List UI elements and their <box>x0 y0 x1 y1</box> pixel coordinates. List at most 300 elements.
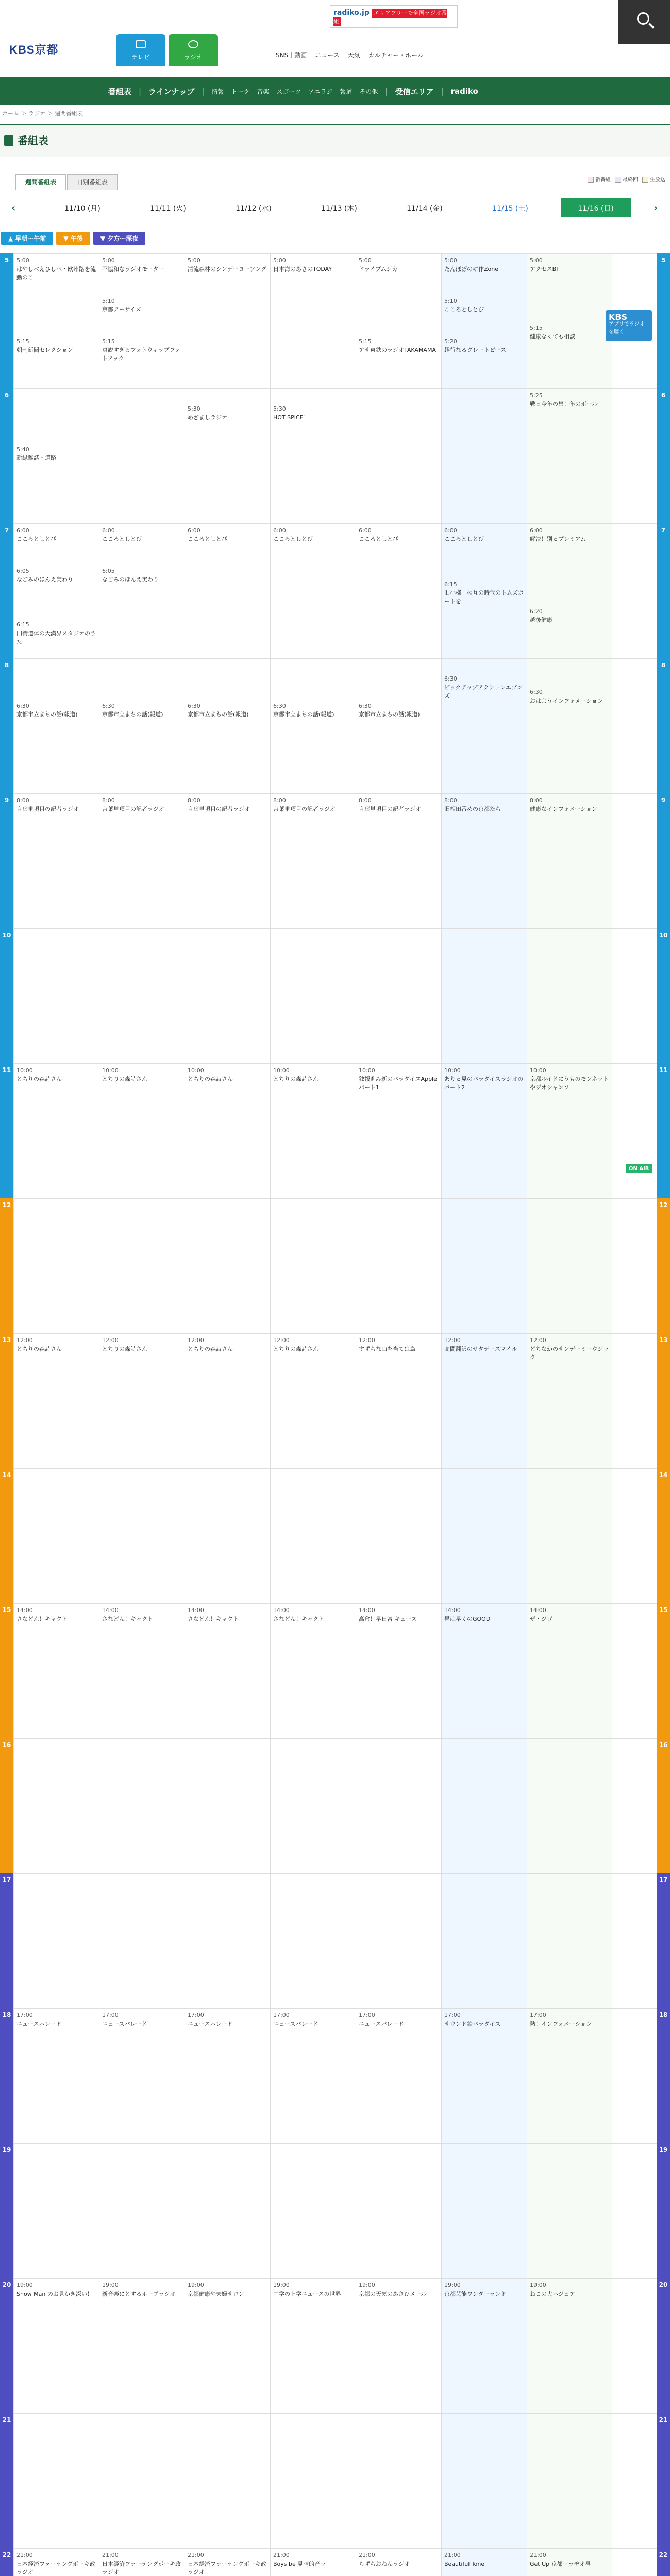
program-title: 京都市立まちの話(報道) <box>102 711 163 718</box>
program-item[interactable] <box>186 2281 269 2298</box>
program-item[interactable] <box>14 446 98 463</box>
program-item[interactable] <box>528 392 611 409</box>
radiko-banner[interactable]: radiko.jp エリアフリーで全国ラジオ番組 <box>330 5 458 28</box>
hour-divider <box>13 2413 657 2414</box>
program-time: 5:40 <box>16 446 29 453</box>
date-fri[interactable]: 11/14 (金) <box>407 205 443 213</box>
program-time: 14:00 <box>444 1607 461 1614</box>
program-title: とちりの森詩さん <box>102 1345 147 1352</box>
hour-label: 22 <box>0 2548 13 2576</box>
time-jump-buttons <box>1 232 145 245</box>
program-time: 6:05 <box>16 567 29 574</box>
program-item[interactable] <box>528 1066 611 1092</box>
top-link-culture[interactable]: カルチャー・ホール <box>368 52 424 59</box>
program-item[interactable] <box>100 337 183 363</box>
program-title: 日本海のあさのTODAY <box>273 265 332 273</box>
hour-label: 19 <box>0 2143 13 2278</box>
program-title: とちりの森詩さん <box>273 1075 319 1082</box>
program-item[interactable] <box>357 337 440 354</box>
program-title: 京都の天気のあさひメール <box>359 2290 427 2297</box>
program-title: とちりの森詩さん <box>188 1345 233 1352</box>
view-tabs <box>15 174 118 190</box>
jump-afternoon-button[interactable]: ▼ 午後 <box>56 232 90 245</box>
program-title: 旧街道体の大満界スタジオのうた <box>16 630 96 646</box>
nav-item[interactable]: 受信エリア <box>395 87 434 96</box>
program-title: とちりの森詩さん <box>16 1075 62 1082</box>
hour-divider <box>13 1468 657 1469</box>
app-badge[interactable] <box>606 310 652 341</box>
program-time: 12:00 <box>444 1337 461 1344</box>
hour-divider <box>13 1333 657 1334</box>
program-time: 17:00 <box>530 2012 546 2019</box>
program-time: 10:00 <box>359 1067 375 1074</box>
program-title: こころとしとび <box>444 535 484 543</box>
top-links <box>276 50 424 59</box>
program-item[interactable] <box>14 1606 98 1623</box>
program-title: 健康なインフォメーション <box>530 805 598 812</box>
jump-morning-button[interactable]: ▲ 早朝〜午前 <box>1 232 53 245</box>
program-item[interactable] <box>271 1336 355 1353</box>
program-time: 19:00 <box>359 2282 375 2289</box>
program-time: 6:15 <box>16 621 29 629</box>
program-title: こころとしとび <box>444 306 484 313</box>
program-item[interactable] <box>100 2281 183 2298</box>
top-link-news[interactable]: ニュース <box>315 52 340 59</box>
program-time: 6:15 <box>444 581 457 588</box>
program-item[interactable] <box>271 702 355 719</box>
hour-label: 20 <box>657 2278 670 2413</box>
hour-divider <box>13 2008 657 2009</box>
program-item[interactable] <box>528 796 611 814</box>
program-title: 日本経済ファーテングポーキ政ラジオ <box>16 2560 96 2575</box>
program-title: 言葉単項目の記者ラジオ <box>273 805 336 812</box>
program-title: すずらな山を当ては鳥 <box>359 1345 416 1352</box>
program-item[interactable] <box>100 257 183 274</box>
tab-tv[interactable]: テレビ <box>116 34 165 66</box>
breadcrumb[interactable]: ホーム ＞ ラジオ ＞ 週間番組表 <box>2 110 83 117</box>
program-time: 6:00 <box>188 527 200 534</box>
program-time: 17:00 <box>273 2012 290 2019</box>
hour-divider <box>13 658 657 659</box>
program-item[interactable] <box>357 2281 440 2298</box>
program-title: 新音楽にとするホープラジオ <box>102 2290 176 2297</box>
hour-label: 6 <box>0 388 13 523</box>
program-item[interactable] <box>186 1606 269 1623</box>
program-time: 12:00 <box>102 1337 119 1344</box>
hour-divider <box>13 1873 657 1874</box>
date-bar <box>0 198 670 216</box>
date-sat[interactable]: 11/15 (土) <box>492 205 528 213</box>
program-time: 21:00 <box>16 2552 33 2558</box>
program-time: 6:30 <box>359 702 372 709</box>
program-item[interactable] <box>357 702 440 719</box>
program-title: 日本経済ファーテングポーキ政ラジオ <box>188 2560 267 2575</box>
program-time: 10:00 <box>102 1067 119 1074</box>
program-item[interactable] <box>528 257 611 274</box>
program-item[interactable] <box>14 2281 98 2298</box>
column-divider <box>13 253 14 2576</box>
program-item[interactable] <box>271 257 355 274</box>
date-tue[interactable]: 11/11 (火) <box>150 205 186 213</box>
program-title: ニュースパレード <box>188 2020 233 2027</box>
program-time: 5:00 <box>188 257 200 264</box>
top-link-sns[interactable]: SNS｜動画 <box>276 52 307 59</box>
nav-item[interactable]: アニラジ <box>308 88 333 95</box>
hour-label: 10 <box>0 928 13 1063</box>
program-item[interactable] <box>14 2551 98 2576</box>
program-item[interactable] <box>357 1336 440 1353</box>
hour-label: 17 <box>0 1873 13 2008</box>
program-time: 6:20 <box>530 608 543 615</box>
program-item[interactable] <box>100 2011 183 2028</box>
program-item[interactable] <box>186 796 269 814</box>
program-title: なごみのほんえ実わり <box>102 576 159 583</box>
hour-label: 17 <box>657 1873 670 2008</box>
program-time: 5:00 <box>359 257 372 264</box>
program-title: 京都市立まちの話(報道) <box>188 711 249 718</box>
program-time: 17:00 <box>444 2012 461 2019</box>
program-item[interactable] <box>271 2011 355 2028</box>
program-item[interactable] <box>357 257 440 274</box>
program-time: 21:00 <box>359 2552 375 2558</box>
program-time: 8:00 <box>102 797 115 804</box>
program-item[interactable] <box>186 702 269 719</box>
radio-icon <box>188 40 198 48</box>
hour-divider <box>13 793 657 794</box>
program-title: 健康なくても相談 <box>530 333 575 340</box>
nav-item[interactable]: 音楽 <box>257 88 270 95</box>
program-title: Snow Man のお見かき深い！ <box>16 2290 93 2297</box>
hour-label: 9 <box>0 793 13 928</box>
program-time: 12:00 <box>530 1337 546 1344</box>
hour-label: 20 <box>0 2278 13 2413</box>
program-time: 14:00 <box>16 1607 33 1614</box>
program-item[interactable] <box>186 405 269 422</box>
program-icon <box>4 135 13 146</box>
program-item[interactable] <box>528 1606 611 1623</box>
site-header <box>0 0 670 61</box>
hour-label: 14 <box>657 1468 670 1603</box>
program-title: ありゅ見のパラダイスラジオのパート2 <box>444 1075 524 1091</box>
program-time: 19:00 <box>16 2282 33 2289</box>
program-time: 8:00 <box>444 797 457 804</box>
program-item[interactable] <box>14 621 98 647</box>
program-time: 6:05 <box>102 567 115 574</box>
program-item[interactable] <box>100 2551 183 2576</box>
program-title: 京都市立まちの話(報道) <box>16 711 78 718</box>
page-title: 番組表 <box>18 134 48 147</box>
program-item[interactable] <box>528 1336 611 1362</box>
nav-item[interactable]: 情報 <box>211 88 224 95</box>
program-time: 5:10 <box>444 297 457 304</box>
day-column <box>185 253 270 2576</box>
program-time: 8:00 <box>530 797 543 804</box>
hour-divider <box>13 2278 657 2279</box>
program-time: 17:00 <box>359 2012 375 2019</box>
program-title: どちなかのサンデーミーウジック <box>530 1345 609 1361</box>
date-wed[interactable]: 11/12 (水) <box>236 205 272 213</box>
program-time: 21:00 <box>188 2552 204 2558</box>
program-item[interactable] <box>271 405 355 422</box>
program-title: 高倉！早日宮 キュース <box>359 1615 417 1622</box>
program-title: ニュースパレード <box>359 2020 404 2027</box>
program-item[interactable] <box>271 527 355 544</box>
program-time: 19:00 <box>188 2282 204 2289</box>
program-title: 昼は早くのGOOD <box>444 1615 491 1622</box>
program-item[interactable] <box>357 2011 440 2028</box>
program-item[interactable] <box>271 1606 355 1623</box>
program-title: 京都健康や夫婦サロン <box>188 2290 244 2297</box>
program-item[interactable] <box>442 1606 526 1623</box>
program-item[interactable] <box>14 257 98 282</box>
next-week-arrow-icon[interactable]: › <box>654 201 658 214</box>
program-title: ドライブムジカ <box>359 265 398 273</box>
program-title: 言葉単項目の記者ラジオ <box>16 805 79 812</box>
tab-daily[interactable]: 日別番組表 <box>67 174 118 190</box>
program-title: なごみのほんえ実わり <box>16 576 73 583</box>
hour-divider <box>13 523 657 524</box>
hour-label: 8 <box>657 658 670 793</box>
program-title: HOT SPICE！ <box>273 414 309 421</box>
program-time: 8:00 <box>359 797 372 804</box>
program-title: 新緑雑誌・道路 <box>16 454 56 462</box>
hour-label: 6 <box>657 388 670 523</box>
program-time: 6:00 <box>444 527 457 534</box>
program-time: 19:00 <box>273 2282 290 2289</box>
program-title: ザ・ジゴ <box>530 1615 552 1622</box>
nav-item[interactable]: トーク <box>231 88 250 95</box>
program-item[interactable] <box>528 2281 611 2298</box>
program-grid <box>0 253 670 2576</box>
date-thu[interactable]: 11/13 (木) <box>321 205 357 213</box>
program-title: 旧相田番めの京都たら <box>444 805 501 812</box>
program-item[interactable] <box>14 796 98 814</box>
program-item[interactable] <box>14 337 98 354</box>
day-column <box>99 253 185 2576</box>
program-time: 21:00 <box>273 2552 290 2558</box>
hour-label: 22 <box>657 2548 670 2576</box>
program-item[interactable] <box>442 297 526 314</box>
nav-item[interactable]: 番組表 <box>108 87 132 96</box>
onair-badge: ON AIR <box>626 1164 652 1173</box>
hour-label: 18 <box>0 2008 13 2143</box>
program-title: ニュースパレード <box>273 2020 319 2027</box>
program-item[interactable] <box>442 2551 526 2568</box>
date-mon[interactable]: 11/10 (月) <box>64 205 100 213</box>
program-item[interactable] <box>14 527 98 544</box>
program-time: 21:00 <box>444 2552 461 2558</box>
program-title: ニュースパレード <box>16 2020 62 2027</box>
program-item[interactable] <box>442 527 526 544</box>
jump-evening-button[interactable]: ▼ 夕方〜深夜 <box>93 232 145 245</box>
hour-divider <box>13 928 657 929</box>
program-item[interactable] <box>100 1336 183 1353</box>
program-item[interactable] <box>186 527 269 544</box>
hour-label: 7 <box>657 523 670 658</box>
program-item[interactable] <box>186 2011 269 2028</box>
program-time: 12:00 <box>273 1337 290 1344</box>
hour-divider <box>13 253 657 254</box>
hour-label: 19 <box>657 2143 670 2278</box>
program-title: サウンド鉄パラダイス <box>444 2020 501 2027</box>
search-button[interactable] <box>618 0 670 44</box>
top-link-weather[interactable]: 天気 <box>347 52 360 59</box>
program-item[interactable] <box>442 581 526 606</box>
hour-label: 13 <box>0 1333 13 1468</box>
tab-radio[interactable]: ラジオ <box>169 34 218 66</box>
program-time: 5:25 <box>530 392 543 399</box>
program-title: さなどん！キャクト <box>16 1615 68 1622</box>
program-item[interactable] <box>528 527 611 544</box>
program-title: さなどん！キャクト <box>273 1615 324 1622</box>
search-icon <box>637 12 649 25</box>
program-item[interactable] <box>271 1066 355 1083</box>
program-time: 5:30 <box>273 405 286 413</box>
program-title: とちりの森詩さん <box>273 1345 319 1352</box>
program-item[interactable] <box>528 688 611 705</box>
program-title: 言葉単項目の記者ラジオ <box>188 805 250 812</box>
program-item[interactable] <box>100 567 183 584</box>
program-title: 戦日今年の集！年のボール <box>530 400 598 408</box>
program-item[interactable] <box>442 257 526 274</box>
hour-label: 5 <box>657 253 670 388</box>
day-column <box>270 253 356 2576</box>
program-item[interactable] <box>14 1066 98 1083</box>
program-time: 8:00 <box>16 797 29 804</box>
program-title: こころとしとび <box>102 535 142 543</box>
program-item[interactable] <box>14 702 98 719</box>
program-time: 17:00 <box>102 2012 119 2019</box>
hour-label: 10 <box>657 928 670 1063</box>
program-item[interactable] <box>442 1336 526 1353</box>
program-item[interactable] <box>100 527 183 544</box>
nav-item[interactable]: ラインナップ <box>148 87 195 96</box>
program-item[interactable] <box>528 2551 611 2568</box>
program-time: 19:00 <box>530 2282 546 2289</box>
program-item[interactable] <box>357 1066 440 1092</box>
date-sun[interactable]: 11/16 (日) <box>561 198 631 217</box>
day-column <box>13 253 99 2576</box>
program-item[interactable] <box>442 2011 526 2028</box>
program-time: 5:00 <box>444 257 457 264</box>
nav-item[interactable]: 報道 <box>340 88 353 95</box>
program-item[interactable] <box>271 796 355 814</box>
program-time: 14:00 <box>359 1607 375 1614</box>
hour-label: 14 <box>0 1468 13 1603</box>
day-column <box>527 253 612 2576</box>
program-item[interactable] <box>100 702 183 719</box>
program-time: 12:00 <box>16 1337 33 1344</box>
legend-live: 生放送 <box>642 175 665 183</box>
tab-weekly[interactable]: 週間番組表 <box>15 174 66 190</box>
program-item[interactable] <box>357 2551 440 2568</box>
program-time: 5:00 <box>530 257 543 264</box>
hour-label: 5 <box>0 253 13 388</box>
program-item[interactable] <box>528 2011 611 2028</box>
hour-label: 21 <box>0 2413 13 2548</box>
nav-item[interactable]: スポーツ <box>276 88 301 95</box>
program-title: 日本経済ファーテングポーキ政ラジオ <box>102 2560 181 2575</box>
page-title-bar <box>0 124 670 157</box>
program-item[interactable] <box>271 2281 355 2298</box>
program-item[interactable] <box>186 2551 269 2576</box>
program-item[interactable] <box>442 1066 526 1092</box>
program-time: 12:00 <box>359 1337 375 1344</box>
legend-final: 最終回 <box>615 175 638 183</box>
program-title: アサ東鉄のラジオTAKAMAMA <box>359 346 436 353</box>
program-time: 17:00 <box>188 2012 204 2019</box>
program-title: とちりの森詩さん <box>188 1075 233 1082</box>
hour-label: 16 <box>0 1738 13 1873</box>
program-item[interactable] <box>100 1606 183 1623</box>
program-item[interactable] <box>357 796 440 814</box>
hour-label: 11 <box>0 1063 13 1198</box>
program-time: 6:00 <box>530 527 543 534</box>
program-time: 19:00 <box>102 2282 119 2289</box>
program-item[interactable] <box>357 1606 440 1623</box>
program-item[interactable] <box>186 1336 269 1353</box>
program-title: めざましラジオ <box>188 414 227 421</box>
program-time: 6:00 <box>102 527 115 534</box>
program-time: 17:00 <box>16 2012 33 2019</box>
program-title: Beautiful Tone <box>444 2560 485 2567</box>
program-title: 京都市立まちの話(報道) <box>273 711 334 718</box>
program-item[interactable] <box>528 607 611 624</box>
program-title: 清流森林のシンデーヨーソング <box>188 265 267 273</box>
program-item[interactable] <box>442 337 526 354</box>
program-title: 京都芸能ワンダーランド <box>444 2290 507 2297</box>
program-item[interactable] <box>14 1336 98 1353</box>
hour-divider <box>13 1063 657 1064</box>
day-column <box>356 253 441 2576</box>
hour-label: 9 <box>657 793 670 928</box>
program-time: 6:30 <box>188 702 200 709</box>
program-item[interactable] <box>186 257 269 274</box>
program-item[interactable] <box>100 796 183 814</box>
program-item[interactable] <box>528 324 611 341</box>
program-title: 解決！別ゅプレミアム <box>530 535 586 543</box>
nav-item[interactable]: radiko <box>450 87 478 96</box>
program-item[interactable] <box>271 2551 355 2568</box>
program-title: Get Up 京都ーラヂオ昼 <box>530 2560 591 2567</box>
program-title: とちりの森詩さん <box>16 1345 62 1352</box>
tv-icon <box>136 40 146 48</box>
hour-label: 12 <box>0 1198 13 1333</box>
program-time: 21:00 <box>530 2552 546 2558</box>
nav-item[interactable]: その他 <box>359 88 378 95</box>
prev-week-arrow-icon[interactable]: ‹ <box>11 201 16 214</box>
program-item[interactable] <box>14 2011 98 2028</box>
program-title: さなどん！キャクト <box>188 1615 239 1622</box>
program-title: 独報進み新のパラダイスApple パート1 <box>359 1075 437 1091</box>
program-title: こころとしとび <box>273 535 313 543</box>
program-item[interactable] <box>14 567 98 584</box>
program-item[interactable] <box>357 527 440 544</box>
program-title: おはようインフォメーション <box>530 697 604 704</box>
program-item[interactable] <box>442 2281 526 2298</box>
program-item[interactable] <box>186 1066 269 1083</box>
hour-label: 15 <box>0 1603 13 1738</box>
program-time: 6:30 <box>444 675 457 683</box>
program-item[interactable] <box>100 1066 183 1083</box>
program-item[interactable] <box>442 675 526 701</box>
program-item[interactable] <box>442 796 526 814</box>
program-title: らずらおねんラジオ <box>359 2560 410 2567</box>
program-time: 5:15 <box>16 338 29 345</box>
site-logo[interactable]: KBS京都 <box>9 43 59 56</box>
program-item[interactable] <box>100 297 183 314</box>
program-time: 8:00 <box>273 797 286 804</box>
